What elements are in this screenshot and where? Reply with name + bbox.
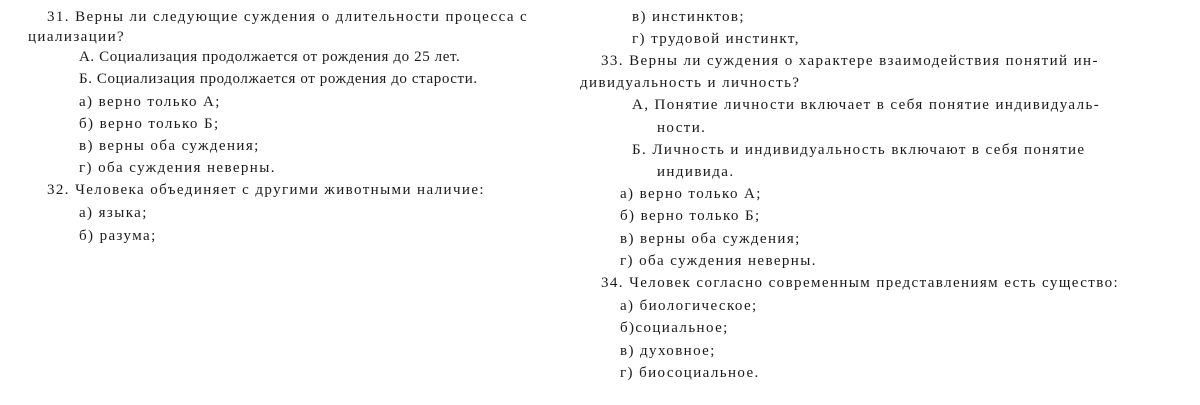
q31-statement-b: Б. Социализация продолжается от рождения до старости. (79, 71, 478, 87)
q31-option-c: в) верны оба суждения; (79, 138, 260, 154)
q33-question-line2: дивидуальность и личность? (580, 75, 801, 91)
q33-option-a: а) верно только А; (620, 186, 762, 202)
q32-option-d: г) трудовой инстинкт, (632, 31, 800, 47)
q31-question-line1: 31. Верны ли следующие суждения о длительности процесса с (47, 9, 529, 25)
q34-option-b: б)социальное; (620, 320, 729, 336)
q34-option-d: г) биосоциальное. (620, 365, 760, 381)
q33-statement-a-line2: ности. (657, 120, 707, 136)
q33-option-d: г) оба суждения неверны. (620, 253, 817, 269)
q33-statement-b-line2: индивида. (657, 164, 735, 180)
q31-statement-a: А. Социализация продолжается от рождения до 25 лет. (79, 49, 461, 65)
q31-question-line2: циализации? (28, 29, 126, 45)
left-column (0, 0, 566, 405)
q33-question-line1: 33. Верны ли суждения о характере взаимодействия понятий ин- (601, 53, 1099, 69)
q32-question: 32. Человека объединяет с другими животными наличие: (47, 182, 485, 198)
q34-option-a: а) биологическое; (620, 298, 758, 314)
q31-option-b: б) верно только Б; (79, 116, 220, 132)
q34-option-c: в) духовное; (620, 343, 716, 359)
q34-question: 34. Человек согласно современным представлениям есть существо: (601, 275, 1120, 291)
q31-option-a: а) верно только А; (79, 94, 221, 110)
q32-option-c: в) инстинктов; (632, 9, 745, 25)
q32-option-b: б) разума; (79, 228, 157, 244)
q31-option-d: г) оба суждения неверны. (79, 160, 276, 176)
q33-statement-b-line1: Б. Личность и индивидуальность включают в себя понятие (632, 142, 1086, 158)
q33-statement-a-line1: А, Понятие личности включает в себя понятие индивидуаль- (632, 97, 1101, 113)
q33-option-b: б) верно только Б; (620, 208, 761, 224)
q33-option-c: в) верны оба суждения; (620, 231, 801, 247)
right-column (577, 0, 1200, 405)
q32-option-a: а) языка; (79, 205, 148, 221)
